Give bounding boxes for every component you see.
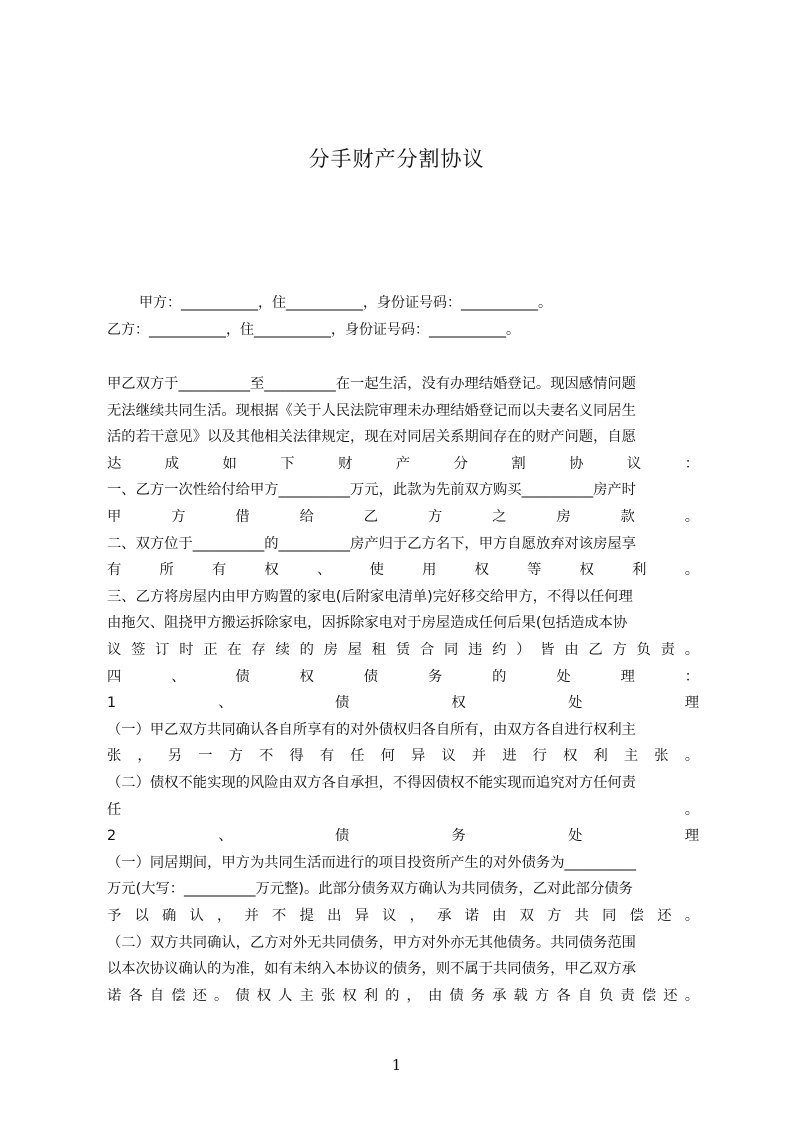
body-line: 2、债务处理 (107, 828, 699, 844)
party-a-line: 甲方：___________，住___________，身份证号码：___________。 (139, 295, 552, 311)
body-line: 甲乙双方于__________至__________在一起生活，没有办理结婚登记。现因感情问题 (107, 376, 636, 392)
body-line: 任。 (107, 802, 699, 818)
body-line: 一、乙方一次性给付给甲方__________万元，此款为先前双方购买__________房产时 (107, 482, 636, 498)
body-line: 张，另一方不得有任何异议并进行权利主张。 (107, 748, 699, 764)
body-line: 议签订时正在存续的房屋租赁合同违约）皆由乙方负责。 (107, 642, 699, 658)
body-line: 由拖欠、阻挠甲方搬运拆除家电，因拆除家电对于房屋造成任何后果(包括造成本协 (107, 615, 628, 631)
body-line: 二、双方位于__________的__________房产归于乙方名下，甲方自愿放弃对该房屋享 (107, 536, 636, 552)
body-line: 三、乙方将房屋内由甲方购置的家电(后附家电清单)完好移交给甲方，不得以任何理 (107, 589, 633, 605)
body-line: 以本次协议确认的为准，如有未纳入本协议的债务，则不属于共同债务，甲乙双方承 (107, 961, 636, 977)
body-line: （一）同居期间，甲方为共同生活而进行的项目投资所产生的对外债务为__________ (107, 855, 636, 871)
body-line: （二）债权不能实现的风险由双方各自承担，不得因债权不能实现而追究对方任何责 (107, 775, 636, 791)
body-line: 达成如下财产分割协议： (107, 456, 699, 472)
body-line: 活的若干意见》以及其他相关法律规定，现在对同居关系期间存在的财产问题，自愿 (107, 429, 636, 445)
document-title: 分手财产分割协议 (308, 147, 485, 171)
body-line: 1、债权处理 (107, 695, 699, 711)
body-line: 万元(大写：__________万元整)。此部分债务双方确认为共同债务，乙对此部分债务 (107, 881, 633, 897)
party-b-line: 乙方：___________，住___________，身份证号码：___________。 (107, 322, 520, 338)
body-line: 四、债权债务的处理： (107, 669, 699, 685)
body-line: 无法继续共同生活。现根据《关于人民法院审理未办理结婚登记而以夫妻名义同居生 (107, 403, 636, 419)
body-line: 有所有权、使用权等权利。 (107, 562, 699, 578)
page-number: 1 (391, 1056, 402, 1074)
body-line: （一）甲乙双方共同确认各自所享有的对外债权归各自所有，由双方各自进行权利主 (107, 722, 636, 738)
body-line: 予以确认，并不提出异议，承诺由双方共同偿还。 (107, 908, 699, 924)
body-line: （二）双方共同确认，乙方对外无共同债务，甲方对外亦无其他债务。共同债务范围 (107, 935, 636, 951)
body-line: 甲方借给乙方之房款。 (107, 509, 699, 525)
body-line: 诺各自偿还。债权人主张权利的，由债务承载方各自负责偿还。 (107, 988, 699, 1004)
